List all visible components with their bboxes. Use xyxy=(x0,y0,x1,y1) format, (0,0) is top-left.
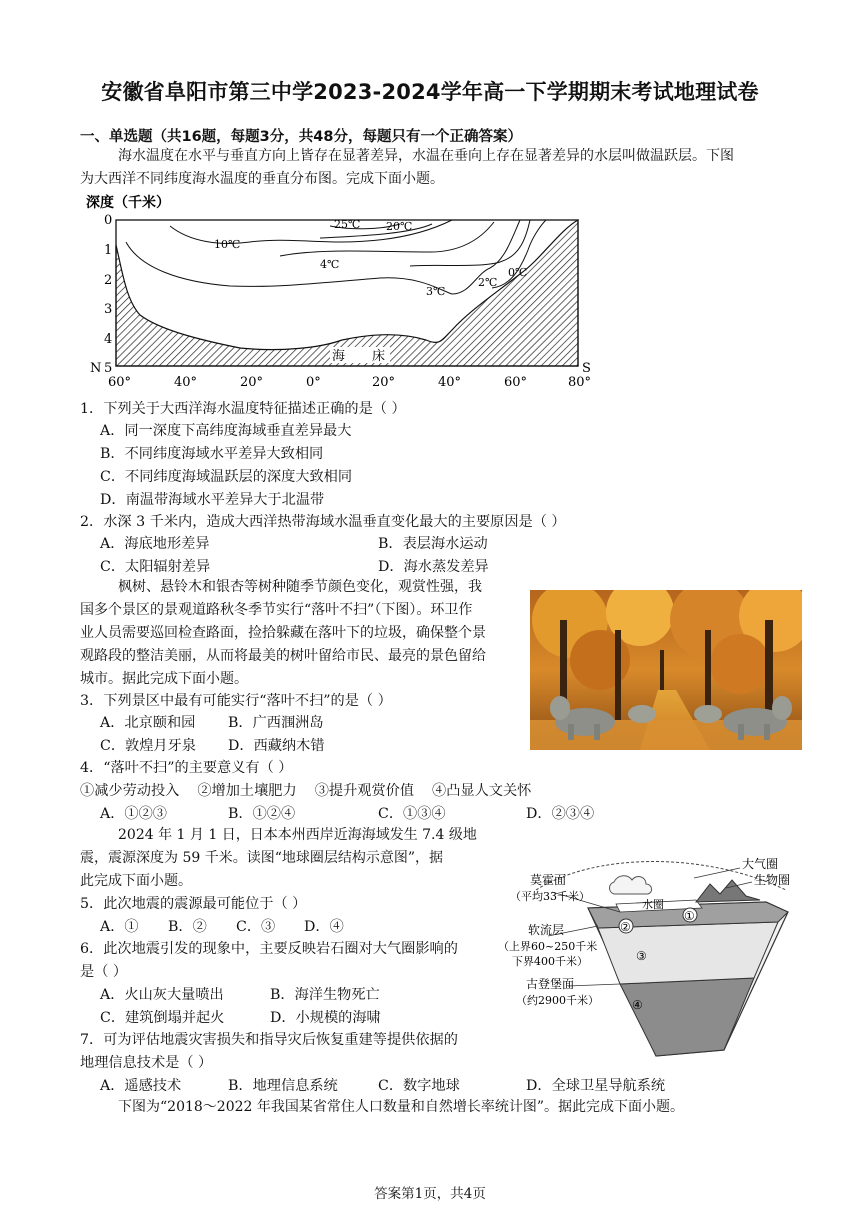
intro-paragraph-4: 下图为“2018～2022 年我国某省常住人口数量和自然增长率统计图”。据此完成下面小题。 xyxy=(118,1099,685,1115)
question-5-stem: 5．此次地震的震源最可能位于（ ） xyxy=(80,896,307,912)
question-7-stem-line-1: 7．可为评估地震灾害损失和指导灾后恢复重建等提供依据的 xyxy=(80,1032,458,1048)
question-7-stem-line-2: 地理信息技术是（ ） xyxy=(80,1055,213,1071)
question-1-stem: 1．下列关于大西洋海水温度特征描述正确的是（ ） xyxy=(80,401,406,417)
question-2-option-b: B．表层海水运动 xyxy=(378,536,488,552)
question-7-option-c: C．数字地球 xyxy=(378,1078,460,1094)
question-4-option-d: D．②③④ xyxy=(526,806,595,822)
seabed-label-2: 床 xyxy=(372,349,386,364)
question-1-option-c: C．不同纬度海域温跃层的深度大致相同 xyxy=(100,469,353,485)
section-heading: 一、单选题（共16题，每题3分，共48分，每题只有一个正确答案） xyxy=(80,129,522,145)
question-3-option-a: A．北京颐和园 xyxy=(100,715,196,731)
question-5-option-d: D．④ xyxy=(304,919,344,935)
intro-paragraph-3-line-1: 2024 年 1 月 1 日，日本本州西岸近海海域发生 7.4 级地 xyxy=(118,827,477,843)
marker-2-label: ② xyxy=(620,920,631,934)
label-astheno-range-1: （上界60~250千米 xyxy=(498,940,598,953)
lat-tick-1: 60° xyxy=(108,375,132,390)
question-6-option-c: C．建筑倒塌并起火 xyxy=(100,1010,225,1026)
question-1-option-b: B．不同纬度海域水平差异大致相同 xyxy=(100,446,324,462)
depth-tick-0: 0 xyxy=(104,213,113,228)
question-3-option-b: B．广西涠洲岛 xyxy=(228,715,324,731)
question-7-option-d: D．全球卫星导航系统 xyxy=(526,1078,666,1094)
depth-tick-3: 3 xyxy=(104,302,113,317)
lat-tick-4: 0° xyxy=(306,375,321,390)
depth-tick-5: 5 xyxy=(104,361,113,376)
intro-paragraph-3-line-3: 此完成下面小题。 xyxy=(80,873,192,889)
question-4-option-a: A．①②③ xyxy=(100,806,167,822)
intro-paragraph-2-line-4: 观路段的整洁美丽，从而将最美的树叶留给市民、最亮的景色留给 xyxy=(80,648,486,664)
label-asthenosphere: 软流层 xyxy=(528,923,565,937)
isotherm-label-25: 25℃ xyxy=(334,218,361,231)
lat-tick-8: 80° xyxy=(568,375,592,390)
depth-tick-1: 1 xyxy=(104,243,113,258)
gutenberg-leader xyxy=(568,984,620,986)
lat-tick-2: 40° xyxy=(174,375,198,390)
question-2-option-a: A．海底地形差异 xyxy=(100,536,210,552)
label-atmosphere: 大气圈 xyxy=(742,857,779,871)
isotherm-label-2: 2℃ xyxy=(478,276,498,289)
page-footer: 答案第1页，共4页 xyxy=(374,1186,486,1202)
question-1-option-a: A．同一深度下高纬度海域垂直差异最大 xyxy=(100,423,352,439)
page-title: 安徽省阜阳市第三中学2023-2024学年高一下学期期末考试地理试卷 xyxy=(101,80,759,104)
atmosphere-leader xyxy=(694,868,740,878)
question-7-option-a: A．遥感技术 xyxy=(100,1078,182,1094)
question-5-option-c: C．③ xyxy=(236,919,276,935)
question-5-option-a: A．① xyxy=(100,919,139,935)
question-6-option-a: A．火山灰大量喷出 xyxy=(100,987,224,1003)
question-6-option-d: D．小规模的海啸 xyxy=(270,1010,381,1026)
question-3-stem: 3．下列景区中最有可能实行“落叶不扫”的是（ ） xyxy=(80,693,392,709)
question-4-option-b: B．①②④ xyxy=(228,806,296,822)
question-6-stem-line-1: 6．此次地震引发的现象中，主要反映岩石圈对大气圈影响的 xyxy=(80,941,458,957)
lat-tick-7: 60° xyxy=(504,375,528,390)
depth-tick-2: 2 xyxy=(104,273,113,288)
question-2-option-d: D．海水蒸发差异 xyxy=(378,559,489,575)
intro-paragraph-2-line-2: 国多个景区的景观道路秋冬季节实行“落叶不扫”（下图）。环卫作 xyxy=(80,602,473,618)
lat-tick-3: 20° xyxy=(240,375,264,390)
seabed-label-1: 海 xyxy=(332,349,346,364)
depth-tick-4: 4 xyxy=(104,332,113,347)
south-label: S xyxy=(582,361,591,376)
marker-1-label: ① xyxy=(684,909,695,923)
question-6-option-b: B．海洋生物死亡 xyxy=(270,987,380,1003)
intro-paragraph-3-line-2: 震，震源深度为 59 千米。读图“地球圈层结构示意图”，据 xyxy=(80,850,444,866)
intro-paragraph-2-line-5: 城市。据此完成下面小题。 xyxy=(80,671,248,687)
question-5-option-b: B．② xyxy=(168,919,207,935)
question-6-stem-line-2: 是（ ） xyxy=(80,964,128,980)
cloud-icon xyxy=(610,876,652,894)
question-4-statements: ①减少劳动投入 ②增加土壤肥力 ③提升观赏价值 ④凸显人文关怀 xyxy=(80,783,532,799)
ocean-temperature-diagram xyxy=(80,190,600,390)
isotherm-label-10: 10℃ xyxy=(214,238,241,251)
question-4-stem: 4．“落叶不扫”的主要意义有（ ） xyxy=(80,760,293,776)
intro-paragraph-2-line-1: 枫树、悬铃木和银杏等树种随季节颜色变化，观赏性强，我 xyxy=(118,579,482,595)
lat-tick-5: 20° xyxy=(372,375,396,390)
intro-paragraph-2-line-3: 业人员需要巡回检查路面，捡拾躲藏在落叶下的垃圾，确保整个景 xyxy=(80,625,486,641)
fallen-leaves-photo xyxy=(530,590,802,750)
north-label: N xyxy=(90,361,102,376)
core-layer xyxy=(620,978,754,1056)
label-biosphere: 生物圈 xyxy=(754,873,791,887)
isotherm-3 xyxy=(126,220,520,294)
label-gutenberg: 古登堡面 xyxy=(526,977,575,991)
isotherm-label-20: 20℃ xyxy=(386,220,413,233)
mountain-icon xyxy=(696,880,760,902)
label-moho-depth: （平均33千米） xyxy=(510,890,590,903)
question-3-option-c: C．敦煌月牙泉 xyxy=(100,738,196,754)
label-hydrosphere: 水圈 xyxy=(642,898,664,911)
label-moho: 莫霍面 xyxy=(530,873,567,887)
depth-axis-label: 深度（千米） xyxy=(86,195,170,211)
intro-paragraph-1-line-1: 海水温度在水平与垂直方向上皆存在显著差异，水温在垂向上存在显著差异的水层叫做温跃层。下图 xyxy=(118,148,734,164)
question-7-option-b: B．地理信息系统 xyxy=(228,1078,338,1094)
marker-4-label: ④ xyxy=(632,998,643,1012)
isotherm-label-3: 3℃ xyxy=(426,285,446,298)
lat-tick-6: 40° xyxy=(438,375,462,390)
question-4-option-c: C．①③④ xyxy=(378,806,446,822)
question-3-option-d: D．西藏纳木错 xyxy=(228,738,325,754)
earth-spheres-diagram xyxy=(496,842,796,1064)
isotherm-label-4: 4℃ xyxy=(320,258,340,271)
question-2-option-c: C．太阳辐射差异 xyxy=(100,559,211,575)
isotherm-label-0: 0℃ xyxy=(508,266,528,279)
question-1-option-d: D．南温带海域水平差异大于北温带 xyxy=(100,492,325,508)
intro-paragraph-1-line-2: 为大西洋不同纬度海水温度的垂直分布图。完成下面小题。 xyxy=(80,171,444,187)
marker-3-label: ③ xyxy=(636,949,647,963)
label-gutenberg-depth: （约2900千米） xyxy=(516,994,599,1007)
label-astheno-range-2: 下界400千米） xyxy=(512,955,588,968)
question-2-stem: 2．水深 3 千米内，造成大西洋热带海域水温垂直变化最大的主要原因是（ ） xyxy=(80,514,566,530)
